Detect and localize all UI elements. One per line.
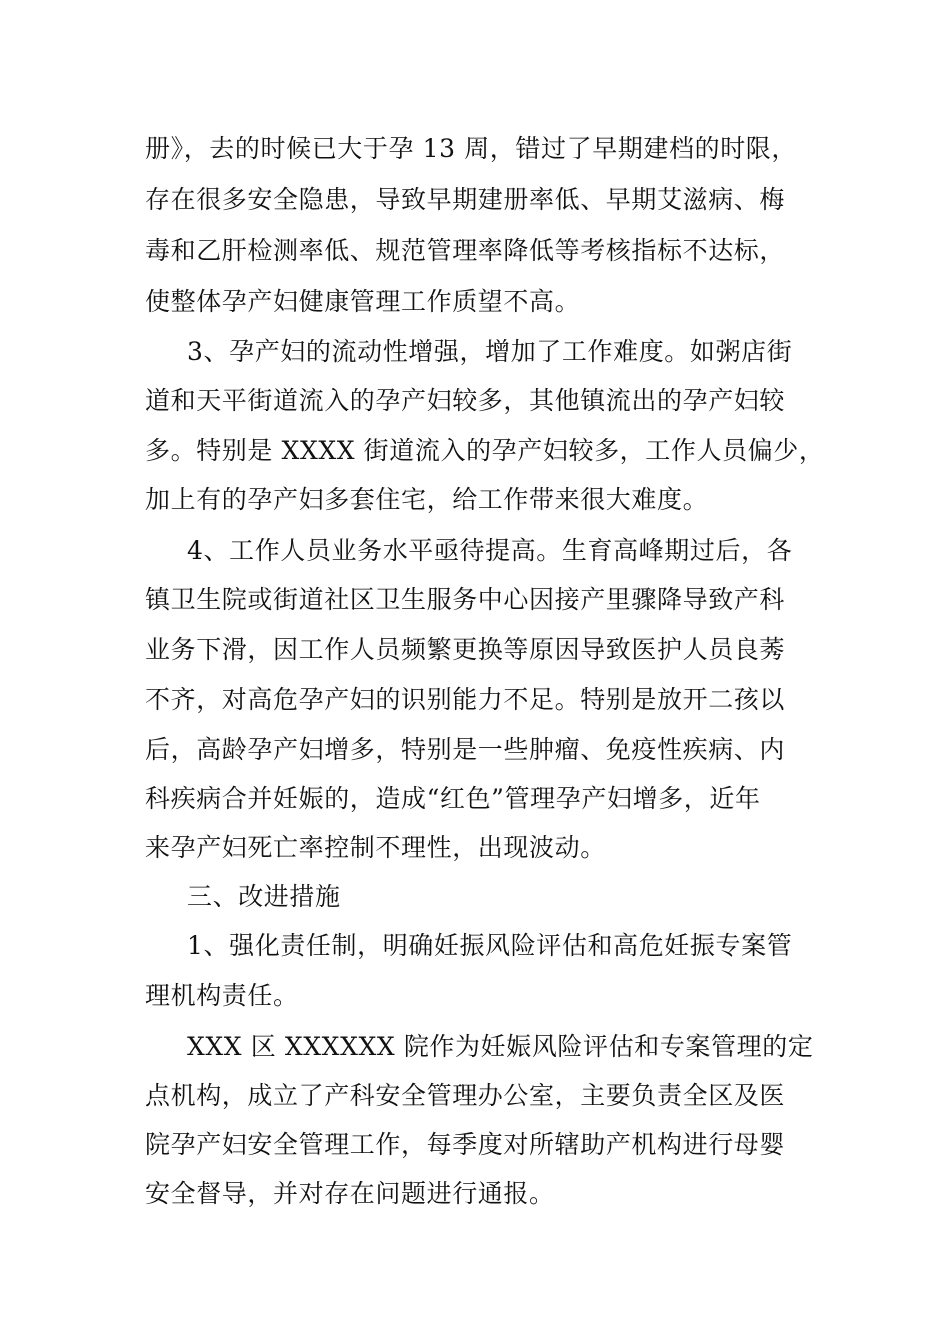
- text-line: 镇卫生院或街道社区卫生服务中心因接产里骤降导致产科: [145, 585, 786, 614]
- text-line: 存在很多安全隐患，导致早期建册率低、早期艾滋病、梅: [145, 185, 786, 214]
- text-line: 多。特别是 XXXX 街道流入的孕产妇较多，工作人员偏少，: [145, 436, 825, 465]
- section-heading: 三、改进措施: [187, 882, 341, 911]
- text-line: 4、工作人员业务水平亟待提高。生育高峰期过后，各: [187, 536, 793, 565]
- text-line: 使整体孕产妇健康管理工作质望不高。: [145, 287, 581, 316]
- text-line: 毒和乙肝检测率低、规范管理率降低等考核指标不达标，: [145, 236, 786, 265]
- text-line: 科疾病合并妊娠的，造成“红色”管理孕产妇增多，近年: [145, 784, 761, 813]
- text-line: 不齐，对高危孕产妇的识别能力不足。特别是放开二孩以: [145, 685, 786, 714]
- text-line: 点机构，成立了产科安全管理办公室，主要负责全区及医: [145, 1081, 786, 1110]
- text-line: XXX 区 XXXXXX 院作为妊娠风险评估和专案管理的定: [187, 1032, 814, 1061]
- text-line: 道和天平街道流入的孕产妇较多，其他镇流出的孕产妇较: [145, 386, 786, 415]
- text-line: 1、强化责任制，明确妊振风险评估和高危妊振专案管: [187, 931, 793, 960]
- text-line: 理机构责任。: [145, 981, 299, 1010]
- text-line: 3、孕产妇的流动性增强，增加了工作难度。如粥店街: [187, 337, 793, 366]
- text-line: 院孕产妇安全管理工作，每季度对所辖助产机构进行母婴: [145, 1130, 786, 1159]
- text-line: 加上有的孕产妇多套住宅，给工作带来很大难度。: [145, 485, 709, 514]
- text-line: 安全督导，并对存在问题进行通报。: [145, 1179, 555, 1208]
- text-line: 业务下滑，因工作人员频繁更换等原因导致医护人员良莠: [145, 635, 786, 664]
- text-line: 来孕产妇死亡率控制不理性，出现波动。: [145, 833, 606, 862]
- text-line: 后，高龄孕产妇增多，特别是一些肿瘤、免疫性疾病、内: [145, 735, 786, 764]
- text-line: 册》，去的时候已大于孕 13 周，错过了早期建档的时限，: [145, 134, 798, 163]
